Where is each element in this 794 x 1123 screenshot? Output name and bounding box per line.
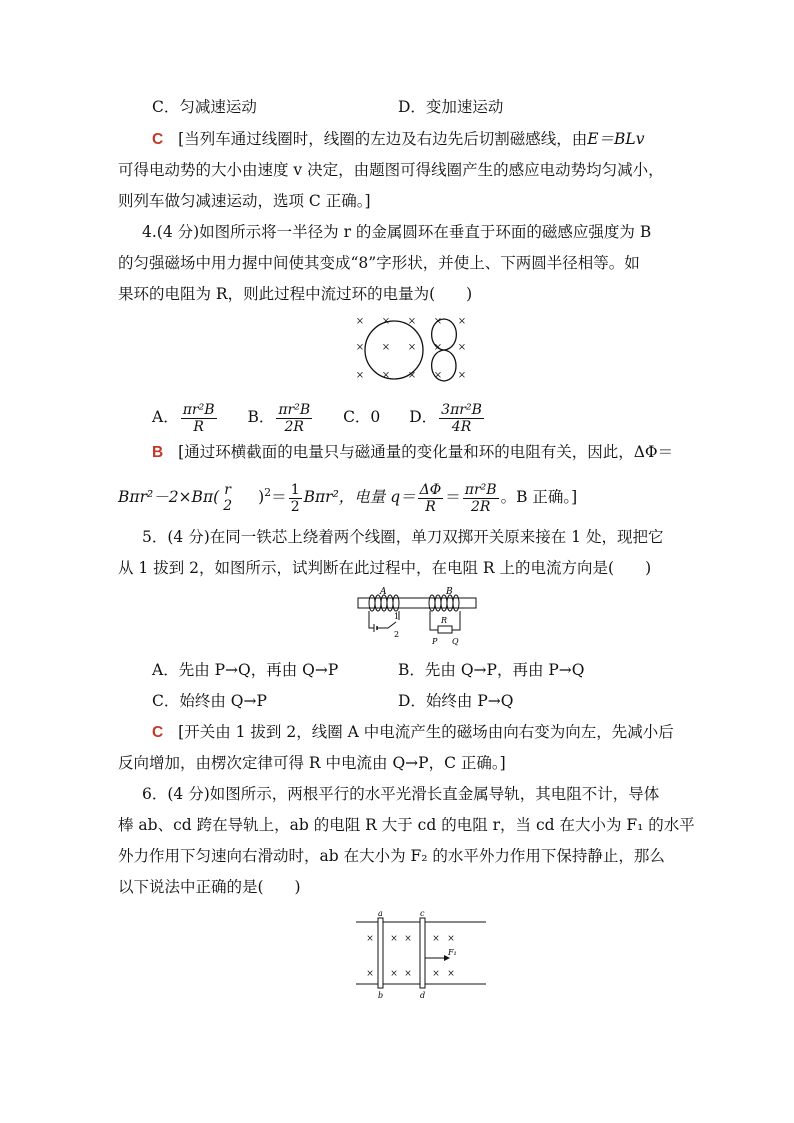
q4-ring-figure xyxy=(350,312,474,388)
q4-field-mark: × xyxy=(381,342,391,353)
q4-field-mark: × xyxy=(381,370,391,381)
q4-exp-part: Bπr²－2×Bπ( xyxy=(118,488,220,507)
q4-exp-paren: ) xyxy=(258,488,265,507)
q5-wire xyxy=(452,611,460,630)
frac-num: πr²B xyxy=(182,401,215,418)
q6-label-f1: F₁ xyxy=(448,948,457,957)
q5-exp-text: [开关由 1 拔到 2，线圈 A 中电流产生的磁场由向右变为向左，先减小后 xyxy=(178,723,674,741)
q6-field-mark: × xyxy=(432,969,440,979)
q5-coil-a xyxy=(369,595,399,611)
frac-num: 3πr²B xyxy=(441,401,482,418)
q4-field-mark: × xyxy=(381,316,391,327)
q4-field-mark: × xyxy=(457,316,467,327)
q5-option-a: A．先由 P→Q，再由 Q→P xyxy=(152,661,339,679)
frac-den: 2 xyxy=(223,498,233,515)
q4-stem-line1: 4.(4 分)如图所示将一半径为 r 的金属圆环在垂直于环面的磁感应强度为 B xyxy=(142,223,652,241)
q4-field-mark: × xyxy=(457,370,467,381)
q4-stem-line2: 的匀强磁场中用力握中间使其变成“8”字形状，并使上、下两圆半径相等。如 xyxy=(118,254,640,272)
q4-field-mark: × xyxy=(433,342,443,353)
q6-field-mark: × xyxy=(432,934,440,944)
q6-field-mark: × xyxy=(404,969,412,979)
q4-option-c: C．0 xyxy=(343,408,381,426)
q6-stem-line3: 外力作用下匀速向右滑动时，ab 在大小为 F₂ 的水平外力作用下保持静止，那么 xyxy=(118,847,665,865)
q4-exp-half xyxy=(289,482,302,515)
q5-stem-line1: 5．(4 分)在同一铁芯上绕着两个线圈，单刀双掷开关原来接在 1 处，现把它 xyxy=(142,528,664,546)
q4-exp-eq: ＝ xyxy=(271,488,287,507)
q5-resistor xyxy=(438,626,452,633)
q4-field-mark: × xyxy=(355,342,365,353)
q4-option-a-label: A． xyxy=(152,408,179,426)
q3-explanation-line3: 则列车做匀减速运动，选项 C 正确。] xyxy=(118,192,371,210)
q4-option-b-label: B． xyxy=(247,408,275,426)
q4-field-mark: × xyxy=(433,370,443,381)
q5-coil-figure xyxy=(352,586,482,648)
q6-field-mark: × xyxy=(390,969,398,979)
q6-rod-ab xyxy=(378,918,383,988)
q5-contact-1: 1 xyxy=(394,612,400,621)
q4-field-mark: × xyxy=(457,342,467,353)
q5-label-p: P xyxy=(432,637,438,646)
frac-num: ΔΦ xyxy=(419,481,442,498)
q6-rails-figure xyxy=(354,908,488,1000)
frac-num: r xyxy=(224,482,231,499)
q4-exp-eq: ＝ xyxy=(445,488,461,507)
q6-label-d: d xyxy=(420,991,426,1000)
frac-den: 4R xyxy=(451,418,472,435)
q4-stem-line3: 果环的电阻为 R，则此过程中流过环的电量为( ) xyxy=(118,285,473,303)
q6-rod-cd xyxy=(420,918,425,988)
q5-option-d: D．始终由 P→Q xyxy=(398,692,514,710)
q5-wire xyxy=(369,611,374,628)
q4-field-mark: × xyxy=(407,316,417,327)
q4-option-b-fraction xyxy=(276,402,312,435)
q4-option-d-label: D． xyxy=(409,408,438,426)
q3-answer: C xyxy=(152,131,164,148)
q5-label-a: A xyxy=(380,587,387,597)
q4-field-mark: × xyxy=(355,370,365,381)
q4-explanation-line2 xyxy=(118,473,577,513)
q5-stem-line2: 从 1 拔到 2，如图所示，试判断在此过程中，在电阻 R 上的电流方向是( ) xyxy=(118,559,652,577)
q6-field-mark: × xyxy=(404,934,412,944)
q5-option-c: C．始终由 Q→P xyxy=(152,692,267,710)
q4-field-mark: × xyxy=(407,370,417,381)
frac-den: 2 xyxy=(290,498,300,515)
q6-stem-line2: 棒 ab、cd 跨在导轨上，ab 的电阻 R 大于 cd 的电阻 r，当 cd 在大小为 F₁ 的水平 xyxy=(118,816,695,834)
q3-exp-text: [当列车通过线圈时，线圈的左边及右边先后切割磁感线，由 xyxy=(178,130,588,148)
q3-explanation-line1 xyxy=(152,129,644,150)
q6-label-b: b xyxy=(378,991,384,1000)
q4-exp-q-fraction xyxy=(418,482,444,515)
q5-answer: C xyxy=(152,724,164,741)
q4-explanation-line1 xyxy=(152,442,673,463)
q4-exp-result-fraction xyxy=(463,482,499,515)
q4-field-mark: × xyxy=(355,316,365,327)
q5-label-b: B xyxy=(446,587,453,597)
q5-option-b: B．先由 Q→P，再由 P→Q xyxy=(398,661,585,679)
frac-den: R xyxy=(425,498,436,515)
q6-field-mark: × xyxy=(447,934,455,944)
q4-exp-text: [通过环横截面的电量只与磁通量的变化量和环的电阻有关，因此，ΔΦ＝ xyxy=(178,443,674,461)
q4-exp-r-over-2 xyxy=(221,482,234,514)
q4-options xyxy=(152,398,486,436)
q4-exp-end: 。B 正确。] xyxy=(500,488,578,507)
q4-field-mark: × xyxy=(433,316,443,327)
q6-field-mark: × xyxy=(366,969,374,979)
q4-field-mark: × xyxy=(407,342,417,353)
q6-field-mark: × xyxy=(447,969,455,979)
q3-explanation-line2: 可得电动势的大小由速度 v 决定，由题图可得线圈产生的感应电动势均匀减小， xyxy=(118,161,664,179)
q4-answer: B xyxy=(152,444,164,461)
q6-field-mark: × xyxy=(390,934,398,944)
q6-label-c: c xyxy=(420,909,425,918)
q4-exp-part: Bπr²，电量 q＝ xyxy=(303,488,416,507)
frac-num: πr²B xyxy=(464,481,497,498)
frac-num: πr²B xyxy=(278,401,311,418)
q5-label-r: R xyxy=(441,616,448,625)
q6-label-a: a xyxy=(378,909,383,918)
q5-label-q: Q xyxy=(452,637,459,646)
frac-den: 2R xyxy=(284,418,304,435)
frac-num: 1 xyxy=(290,481,300,498)
frac-den: R xyxy=(193,418,204,435)
q6-field-mark: × xyxy=(366,934,374,944)
q3-option-d: D．变加速运动 xyxy=(398,98,504,116)
q5-coil-b xyxy=(429,595,459,611)
q6-stem-line1: 6．(4 分)如图所示，两根平行的水平光滑长直金属导轨，其电阻不计，导体 xyxy=(142,785,660,803)
q4-exp-square: 2 xyxy=(264,486,272,499)
q5-wire xyxy=(430,611,438,630)
q5-explanation-line1 xyxy=(152,722,674,743)
q5-switch xyxy=(377,622,396,628)
q4-option-d-fraction xyxy=(439,402,484,435)
q4-option-a-fraction xyxy=(181,402,217,435)
q3-option-c: C．匀减速运动 xyxy=(152,98,257,116)
frac-den: 2R xyxy=(470,498,491,515)
q6-stem-line4: 以下说法中正确的是( ) xyxy=(118,878,301,896)
q5-explanation-line2: 反向增加，由楞次定律可得 R 中电流由 Q→P，C 正确。] xyxy=(118,754,506,772)
q3-exp-formula: E＝BLv xyxy=(587,130,645,148)
q5-contact-2: 2 xyxy=(394,630,400,639)
